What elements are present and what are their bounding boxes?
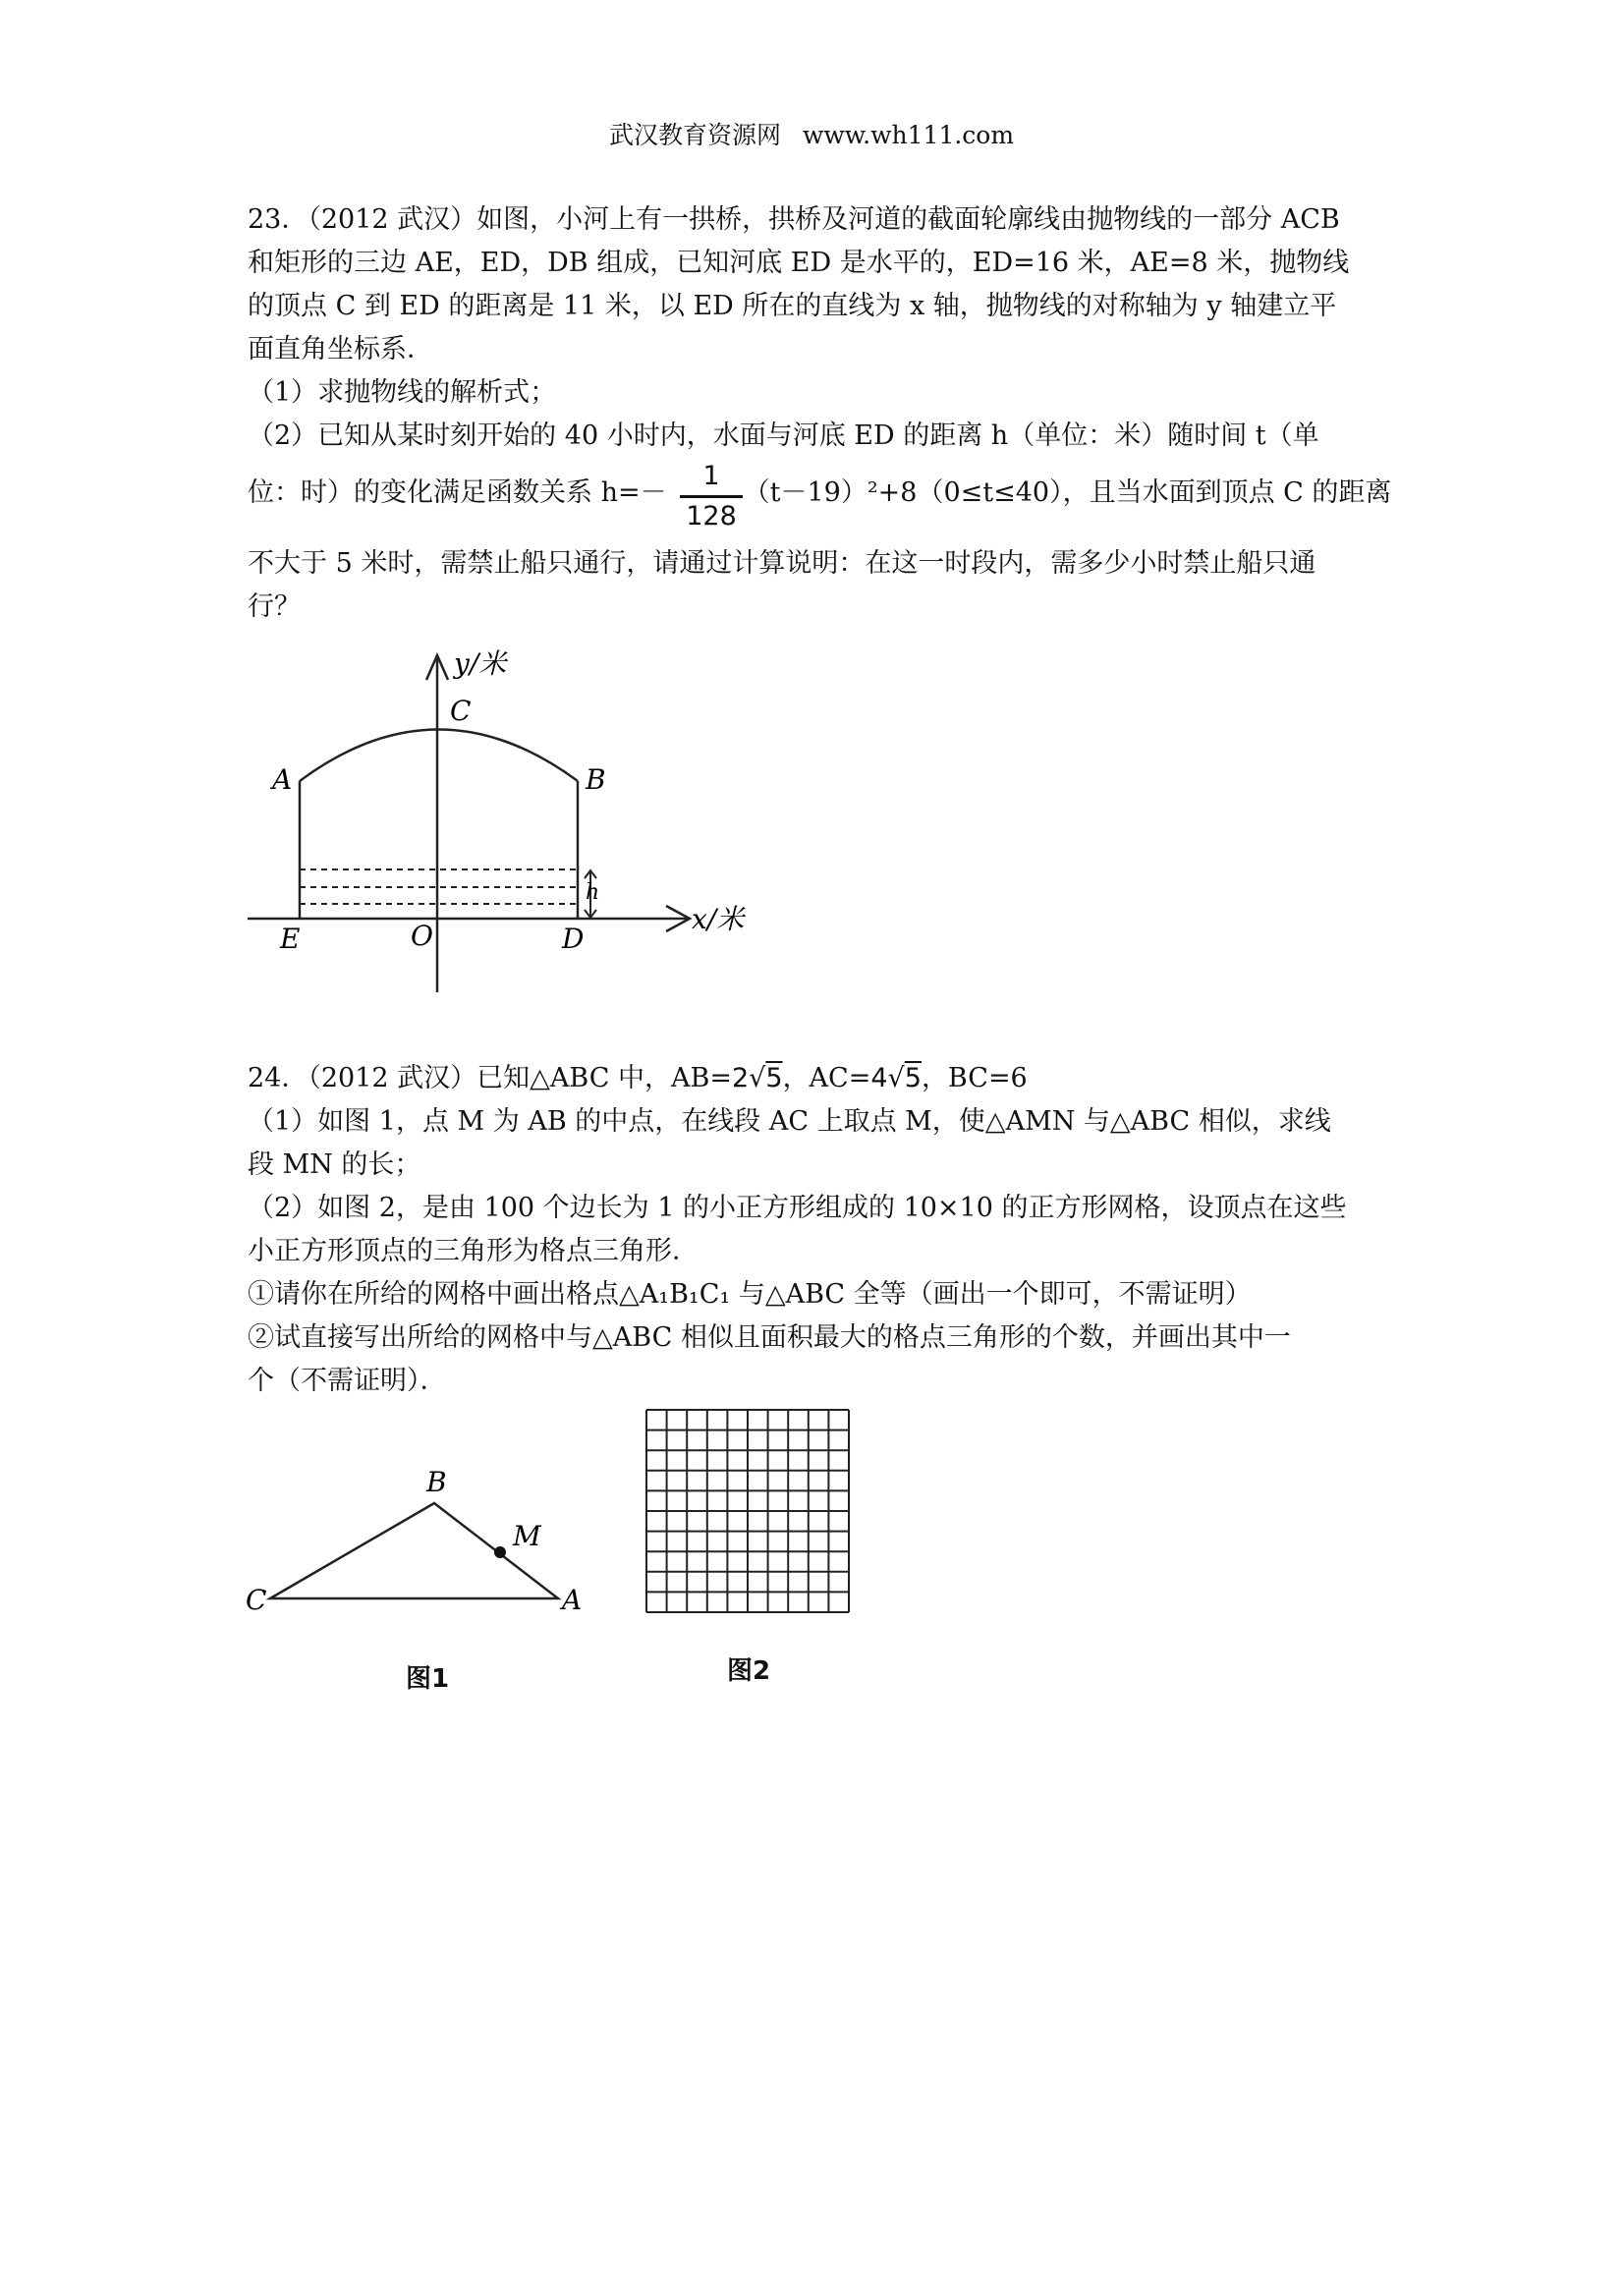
y-axis-label: y/米 (454, 647, 507, 680)
grid-10x10 (646, 1410, 849, 1612)
q24-line1-c: ，BC=6 (921, 1063, 1028, 1093)
q23-line4: 面直角坐标系． (248, 334, 433, 364)
q23-part2-line1: （2）已知从某时刻开始的 40 小时内，水面与河底 ED 的距离 h（单位：米）随时间 t（单 (248, 420, 1319, 451)
label-C: C (450, 695, 472, 727)
x-axis-label: x/米 (692, 903, 745, 935)
q24-item2-line1: ②试直接写出所给的网格中与△ABC 相似且面积最大的格点三角形的个数，并画出其中一 (248, 1322, 1291, 1353)
point-M (494, 1546, 506, 1558)
q23-part2-line2-before: 位：时）的变化满足函数关系 h=－ (248, 477, 667, 508)
q24-line1-b: ，AC= (782, 1063, 871, 1093)
figure2-caption: 图2 (727, 1656, 771, 1686)
q24-part1-line1: （1）如图 1，点 M 为 AB 的中点，在线段 AC 上取点 M，使△AMN 与△ABC 相似，求线 (248, 1106, 1331, 1137)
q23-line2: 和矩形的三边 AE，ED，DB 组成，已知河底 ED 是水平的，ED=16 米，AE=8 米，抛物线 (248, 248, 1350, 278)
q23-part1: （1）求抛物线的解析式； (248, 377, 557, 408)
figure1-caption: 图1 (406, 1664, 450, 1694)
fraction-numerator: 1 (702, 461, 720, 491)
q24-item2-line2: 个（不需证明）． (248, 1366, 447, 1396)
q23-part2-line4: 行？ (248, 591, 301, 622)
q24-part2-line2: 小正方形顶点的三角形为格点三角形． (248, 1236, 699, 1266)
q24-part2-line1: （2）如图 2，是由 100 个边长为 1 的小正方形组成的 10×10 的正方形网格，设顶点在这些 (248, 1193, 1347, 1223)
fig1-label-B: B (426, 1466, 447, 1498)
site-name: 武汉教育资源网 (608, 121, 781, 149)
label-h: h (586, 880, 600, 905)
q24-item1: ①请你在所给的网格中画出格点△A₁B₁C₁ 与△ABC 全等（画出一个即可，不需证明） (248, 1279, 1252, 1310)
ac-value: 4√5 (870, 1063, 922, 1093)
ab-value: 2√5 (731, 1063, 783, 1093)
q24-part1-line2: 段 MN 的长； (248, 1149, 421, 1180)
q23-line1: 23．（2012 武汉）如图，小河上有一拱桥，拱桥及河道的截面轮廓线由抛物线的一部分 ACB (248, 204, 1340, 235)
q24-line1-a: 24．（2012 武汉）已知△ABC 中，AB= (248, 1063, 732, 1093)
parabola-arch-ACB (300, 730, 578, 782)
q23-part2-line3: 不大于 5 米时，需禁止船只通行，请通过计算说明：在这一时段内，需多少小时禁止船只通 (248, 548, 1316, 579)
label-A: A (272, 763, 293, 796)
q23-line3: 的顶点 C 到 ED 的距离是 11 米，以 ED 所在的直线为 x 轴，抛物线的对称轴为 y 轴建立平 (248, 291, 1337, 321)
q24-line1 (248, 1057, 1028, 1100)
fraction-denominator: 128 (686, 501, 737, 532)
label-B: B (586, 763, 606, 796)
fig1-label-A: A (562, 1584, 583, 1616)
site-url: www.wh111.com (802, 121, 1015, 149)
label-D: D (562, 923, 585, 955)
label-E: E (280, 923, 301, 955)
fig1-label-M: M (513, 1520, 541, 1552)
fig1-label-C: C (246, 1584, 267, 1616)
q23-part2-line2-after: （t－19）²+8（0≤t≤40），且当水面到顶点 C 的距离 (743, 477, 1392, 508)
label-O: O (411, 920, 433, 952)
